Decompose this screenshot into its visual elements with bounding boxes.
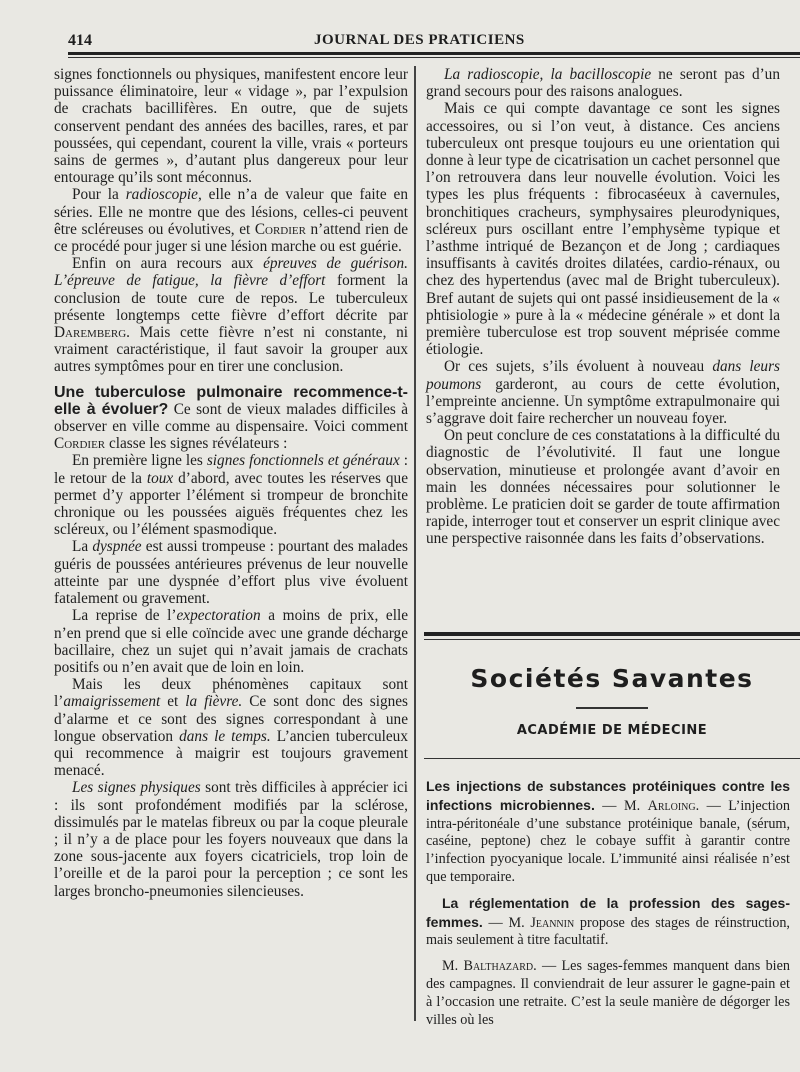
page-number: 414 — [68, 32, 92, 49]
paragraph: Mais ce qui compte davantage ce sont les signes accessoires, ou si l’on veut, à distance. Ces anciens tuberculeux ont presque toujours eu une orientation qui donne à leur type de cicatrisation un cachet personnel que l’on retrouvera dans leur nouvelle évolution. Voici les types les plus fréquents : fibrocaséeux à cavernules, bronchitiques cracheurs, symphysaires pleurodyniques, scléreux purs oscillant entre l’emphysème typique et l’asthme intriqué de Bezançon et de Jong ; cardiaques insuffisants à cavités droites dilatées, cardio-rénaux, ou chez des hypertendus (avec mal de Bright tuberculeux). Bref autant de sujets qui ont passé insidieusement de la « phtisiologie » pure à la « médecine générale » et dont la première tuberculose est trop souvent méprisée comme étiologie. — [426, 100, 780, 359]
header-rule-thick — [68, 52, 800, 55]
news-item: La réglementation de la profession des sages-femmes. — M. Jeannin propose des stages de réinstruction, mais seulement à titre facultatif. — [426, 894, 790, 949]
paragraph: Enfin on aura recours aux épreuves de guérison. L’épreuve de fatigue, la fièvre d’effort forment la conclusion de toute cure de repos. Le tuberculeux présente longtemps cette fièvre d’effort décrite par Daremberg. Mais cette fièvre n’est ni constante, ni vraiment caractéristique, il faut savoir la grouper aux autres symptômes pour en tirer une conclusion. — [54, 255, 408, 376]
subtitle-rule — [424, 758, 800, 760]
paragraph: On peut conclure de ces constatations à la difficulté du diagnostic de l’évolutivité. Il faut une longue observation, minutieuse et prolongée avant d’avoir en main les données nécessaires pour solutionner le problème. Le praticien doit se garder de toute affirmation rapide, interroger tout et conserver un esprit clinique avec une perspective raisonnée dans les faits d’observations. — [426, 427, 780, 548]
paragraph: En première ligne les signes fonctionnels et généraux : le retour de la toux d’abord, avec toutes les réserves que permet d’y apporter l’élément si trompeur de bronchite chronique ou les poussées aiguës fréquentes chez les scléreux, ou l’élément spasmodique. — [54, 452, 408, 539]
news-item: Les injections de substances protéiniques contre les infections microbiennes. — M. Arloing. — L’injection intra-péritonéale d’une substance protéinique banale, (sérum, caséine, peptone) chez le cobaye suffit à garantir contre l’infection pyocyanique locale. L’immunité ainsi réalisée n’est que temporaire. — [426, 778, 790, 885]
paragraph: La radioscopie, la bacilloscopie ne seront pas d’un grand secours pour des raisons analogues. — [426, 66, 780, 101]
paragraph: Or ces sujets, s’ils évoluent à nouveau dans leurs poumons garderont, au cours de cette évolution, l’empreinte ancienne. Un symptôme extrapulmonaire qui s’aggrave doit faire rechercher un nouveau foyer. — [426, 358, 780, 428]
title-underline — [576, 707, 648, 709]
left-column — [54, 66, 408, 900]
page-header — [68, 26, 800, 54]
journal-title: JOURNAL DES PRATICIENS — [314, 32, 525, 48]
section-subtitle: ACADÉMIE DE MÉDECINE — [516, 722, 708, 738]
paragraph: signes fonctionnels ou physiques, manifestent encore leur puissance éliminatoire, leur « vidage », par l’expulsion de crachats bacillifères. En outre, que de sujets conservent pendant des années des bacilles, rares, et par poussées, qui cependant, courent la ville, vrais « porteurs sains de germes », d’autant plus dangereux pour leur entourage qu’ils sont méconnus. — [54, 66, 408, 187]
right-column — [426, 66, 780, 548]
paragraph-with-heading: Une tuberculose pulmonaire recommence-t-elle à évoluer? Ce sont de vieux malades difficiles à observer en ville comme au dispensaire. Voici comment Cordier classe les signes révélateurs : — [54, 383, 408, 453]
paragraph: La reprise de l’expectoration a moins de prix, elle n’en prend que si elle coïncide avec une grande décharge bacillaire, chez un sujet qui n’avait jamais de crachats positifs ou n’en avait que de loin en loin. — [54, 607, 408, 676]
societes-savantes-section — [424, 632, 800, 759]
inline-heading: Une tuberculose pulmonaire recommence-t-elle à évoluer? — [54, 383, 408, 418]
section-rule-thick — [424, 632, 800, 636]
column-divider — [414, 66, 416, 1021]
header-rule-thin — [68, 57, 800, 58]
paragraph: Les signes physiques sont très difficiles à apprécier ici : ils sont profondément modifiés par la sclérose, dissimulés par le matelas fibreux ou par la coque pleurale ; il n’y a de place pour les foyers nouveaux que dans la zone sous-jacente aux foyers cicatriciels, trop loin de l’oreille et de la paroi pour la perception ; ce sont les larges broncho-pneumonies silencieuses. — [54, 779, 408, 900]
paragraph: La dyspnée est aussi trompeuse : pourtant des malades guéris de poussées antérieures prévenus de leur nouvelle atteinte par une dyspnée d’effort plus vive évoluent fatalement ou gravement. — [54, 538, 408, 608]
section-title: Sociétés Savantes — [470, 664, 754, 693]
news-item: M. Balthazard. — Les sages-femmes manquent dans bien des campagnes. Il conviendrait de leur assurer le gagne-pain et à l’occasion une retraite. C’est la seule manière de dégorger les villes où les — [426, 958, 790, 1028]
paragraph: Pour la radioscopie, elle n’a de valeur que faite en séries. Elle ne montre que des lésions, celles-ci peuvent être scléreuses ou évolutives, et Cordier n’attend rien de ce procédé pour juger si une lésion marche ou est guérie. — [54, 186, 409, 256]
academie-news — [426, 778, 790, 1029]
section-rule-thin — [424, 639, 800, 640]
paragraph: Mais les deux phénomènes capitaux sont l’amaigrissement et la fièvre. Ce sont donc des signes d’alarme et ce sont des signes correspondant à une longue observation dans le temps. L’ancien tuberculeux qui recommence à maigrir est toujours gravement menacé. — [54, 676, 408, 780]
